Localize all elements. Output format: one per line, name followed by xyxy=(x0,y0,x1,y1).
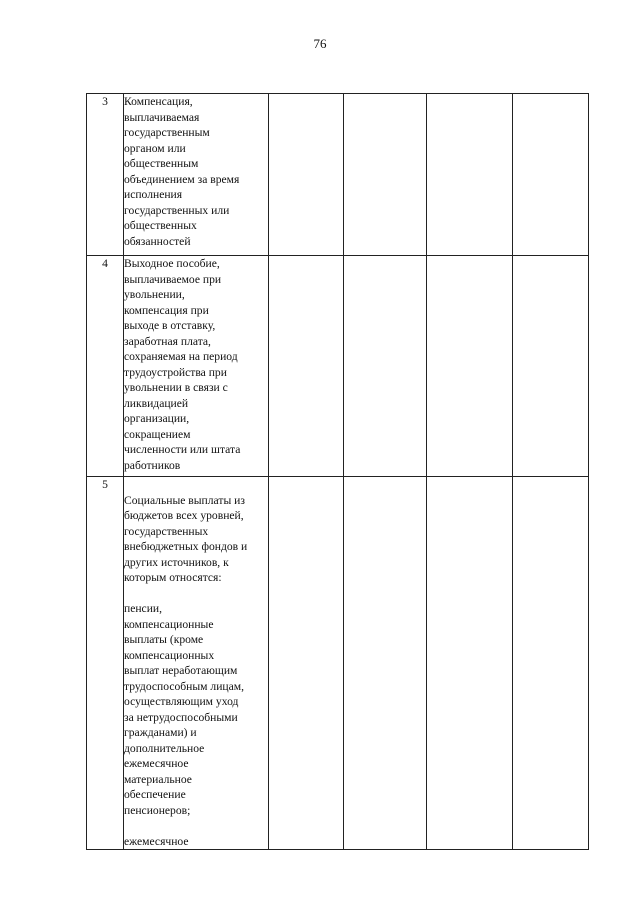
text-line: общественным xyxy=(124,157,199,170)
table-row xyxy=(87,94,589,256)
empty-cell xyxy=(344,477,427,850)
text-line: объединением за время xyxy=(124,172,240,186)
row-number: 5 xyxy=(87,477,124,850)
text-line: увольнении в связи с xyxy=(124,381,228,394)
empty-cell xyxy=(344,256,427,477)
empty-cell xyxy=(344,94,427,256)
text-line: органом или xyxy=(124,141,186,155)
text-line: ликвидацией xyxy=(124,396,189,410)
text-line: Социальные выплаты из xyxy=(124,493,245,507)
text-line: обеспечение xyxy=(124,788,186,801)
text-line: гражданами) и xyxy=(124,726,197,739)
text-line: компенсационных xyxy=(124,648,215,662)
row-title xyxy=(124,94,269,256)
blank-line xyxy=(124,586,268,602)
empty-cell xyxy=(427,94,513,256)
text-line: ежемесячное xyxy=(124,757,189,770)
text-line: пенсии, xyxy=(124,602,163,615)
table-row xyxy=(87,256,589,477)
text-line: организации, xyxy=(124,412,190,425)
row-number: 4 xyxy=(87,256,124,477)
text-line: Выходное пособие, xyxy=(124,257,220,270)
text-line: выплачиваемое при xyxy=(124,272,222,286)
text-line: пенсионеров; xyxy=(124,803,191,817)
text-line: Компенсация, xyxy=(124,95,193,108)
text-line: внебюджетных фондов и xyxy=(124,540,248,553)
text-line: трудоустройства при xyxy=(124,365,227,379)
text-line: осуществляющим уход xyxy=(124,695,239,708)
text-line: заработная плата, xyxy=(124,334,211,348)
text-line: численности или штата xyxy=(124,443,241,456)
text-line: обязанностей xyxy=(124,234,191,248)
text-line: которым относятся: xyxy=(124,571,222,584)
row-title xyxy=(124,477,269,850)
text-line: за нетрудоспособными xyxy=(124,710,238,724)
row-number: 3 xyxy=(87,94,124,256)
text-line: выплачиваемая xyxy=(124,110,200,124)
empty-cell xyxy=(513,477,589,850)
text-line: компенсационные xyxy=(124,617,214,631)
text-line: выплаты (кроме xyxy=(124,633,204,646)
page-number: 76 xyxy=(313,36,327,51)
text-line: бюджетов всех уровней, xyxy=(124,509,244,522)
text-line: государственным xyxy=(124,126,210,139)
empty-cell xyxy=(513,256,589,477)
text-line: дополнительное xyxy=(124,741,205,755)
income-table xyxy=(86,93,589,850)
blank-line xyxy=(124,477,268,493)
text-line: общественных xyxy=(124,219,197,232)
empty-cell xyxy=(427,477,513,850)
text-line: исполнения xyxy=(124,188,183,201)
text-line: увольнении, xyxy=(124,288,185,301)
text-line: выходе в отставку, xyxy=(124,319,216,332)
text-line: других источников, к xyxy=(124,555,229,569)
text-line: материальное xyxy=(124,772,192,786)
text-line: трудоспособным лицам, xyxy=(124,679,244,693)
text-line: ежемесячное xyxy=(124,834,189,848)
empty-cell xyxy=(269,94,344,256)
empty-cell xyxy=(269,477,344,850)
empty-cell xyxy=(513,94,589,256)
text-line: работников xyxy=(124,458,181,472)
text-line: государственных или xyxy=(124,203,230,217)
text-line: компенсация при xyxy=(124,303,209,317)
blank-line xyxy=(124,818,268,834)
text-line: сохраняемая на период xyxy=(124,350,238,363)
empty-cell xyxy=(427,256,513,477)
text-line: сокращением xyxy=(124,427,191,441)
text-line: государственных xyxy=(124,524,209,538)
empty-cell xyxy=(269,256,344,477)
text-line: выплат неработающим xyxy=(124,664,238,677)
table-row xyxy=(87,477,589,850)
row-title xyxy=(124,256,269,477)
